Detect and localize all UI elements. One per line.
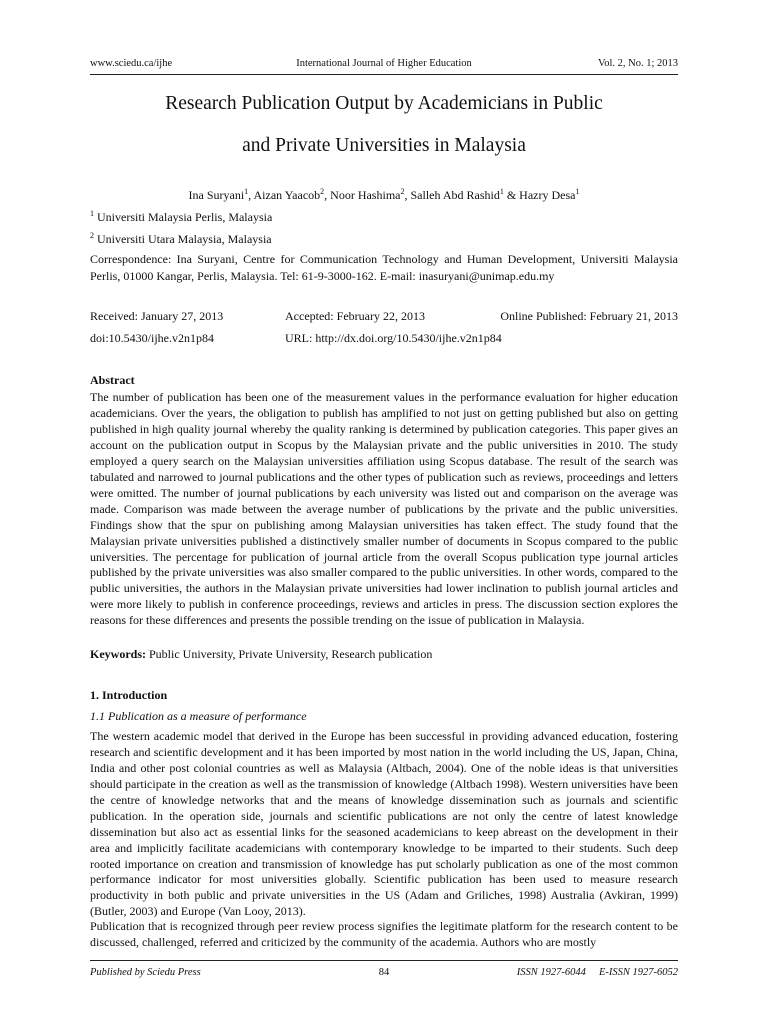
abstract-heading: Abstract [90, 373, 135, 387]
paper-title-line-1: Research Publication Output by Academicians in Public [165, 93, 603, 114]
doi-url[interactable]: URL: http://dx.doi.org/10.5430/ijhe.v2n1p84 [285, 331, 502, 345]
running-header [90, 57, 678, 73]
author-1: Ina Suryani$^1$, [188, 187, 254, 202]
published-date: Online Published: February 21, 2013 [500, 309, 678, 323]
page-number: 84 [378, 967, 390, 978]
author-list [90, 187, 678, 203]
keywords [90, 646, 678, 662]
accepted-date: Accepted: February 22, 2013 [285, 309, 425, 323]
page-footer [90, 966, 678, 982]
abstract-text: The number of publication has been one of the measurement values in the performance evaluation for higher education academicians. Over the years, the obligation to publish has amplified to not just on getting published but also on getting published in high quality journal whereby the quality ranking is determined by publication categories. This paper gives an account on the publication output in Scopus by the Malaysian private and the public universities in 2010. The study employed a query search on the Malaysian universities affiliation using Scopus database. The result of the search was tabulated and narrowed to journal publications and the other types of publication such as reviews, proceedings and letters were omitted. The number of journal publications by each university was listed out and comparison on the average was made. Comparison was made between the average number of publications by the private and the public universities. Findings show that the spur on publishing among Malaysian universities has taken effect. The study found that the Malaysian private universities published a distinctively smaller number of documents in Scopus compared to the public universities. The percentage for publication of journal article from the overall Scopus publication type journal articles published by the private universities was also smaller compared to the public universities. In other words, compared to the public universities, the authors in the Malaysian private universities had lower inclination to publish journal articles and were more likely to publish in conference proceedings, reviews and articles in press. The discussion section explores the reasons for these differences and presents the possible trending on the issue of publication in Malaysia. [90, 390, 678, 628]
publisher: Published by Sciedu Press [90, 967, 201, 978]
section-1-1-heading: 1.1 Publication as a measure of performance [90, 709, 307, 723]
introduction-heading: 1. Introduction [90, 688, 168, 702]
received-date: Received: January 27, 2013 [90, 309, 224, 323]
footer-divider [90, 960, 678, 961]
keywords-text: Public University, Private University, Research publication [146, 647, 433, 661]
journal-website[interactable]: www.sciedu.ca/ijhe [90, 58, 173, 69]
issn: ISSN 1927-6044 E-ISSN 1927-6052 [516, 967, 678, 978]
doi-row [90, 330, 678, 346]
affiliation-1: $^1$ Universiti Malaysia Perlis, Malaysia [90, 209, 273, 224]
intro-paragraph-2: Publication that is recognized through peer review process signifies the legitimate platform for the research content to be discussed, challenged, referred and criticized by the community of the academia. Authors who are mostly [90, 919, 678, 949]
keywords-label: Keywords: [90, 647, 146, 661]
paper-title-line-2: and Private Universities in Malaysia [242, 135, 526, 156]
correspondence: Correspondence: Ina Suryani, Centre for Communication Technology and Human Development, Universiti Malaysia Perlis, 01000 Kangar, Perlis, Malaysia. Tel: 61-9-3000-162. E-mail: inasuryani@unimap.edu.my [90, 252, 678, 283]
author-2: Aizan Yaacob$^2$, [253, 187, 331, 202]
volume-info: Vol. 2, No. 1; 2013 [597, 58, 678, 69]
dates-row [90, 308, 678, 324]
affiliation-2: $^2$ Universiti Utara Malaysia, Malaysia [90, 231, 272, 246]
author-5: Hazry Desa$^1$ [519, 187, 580, 202]
header-divider [90, 74, 678, 75]
author-4: Salleh Abd Rashid$^1$ & [410, 187, 520, 202]
journal-name: International Journal of Higher Education [296, 58, 472, 69]
intro-paragraph-1: The western academic model that derived in the Europe has been successful in providing advanced education, fostering research and scientific development and it has been imported by most nation in the world including the US, Japan, China, India and other post colonial countries as well as Malaysia (Altbach, 2004). One of the noble ideas is that universities should participate in the creation as well as the transmission of knowledge (Altbach 1998). Western universities have been the centre of knowledge networks that and the means of knowledge dissemination such as journals and scientific publication. In the operation side, journals and scientific publications are not only the centre of latest knowledge dissemination but also act as essential links for the seasoned academicians to keep abreast on the development in their area and implicitly facilitate academicians with contemporary knowledge to be imparted to their students. Such deep rooted importance on creation and transmission of knowledge has put scholarly publication as one of the most common performance indicator for most universities globally. Scientific publication has been used to measure research productivity in both public and private universities in the US (Adam and Griliches, 1998) Australia (Avkiran, 1999) (Butler, 2003) and Europe (Van Looy, 2013). [90, 729, 678, 919]
doi[interactable]: doi:10.5430/ijhe.v2n1p84 [90, 331, 214, 345]
author-3: Noor Hashima$^2$, [330, 187, 411, 202]
